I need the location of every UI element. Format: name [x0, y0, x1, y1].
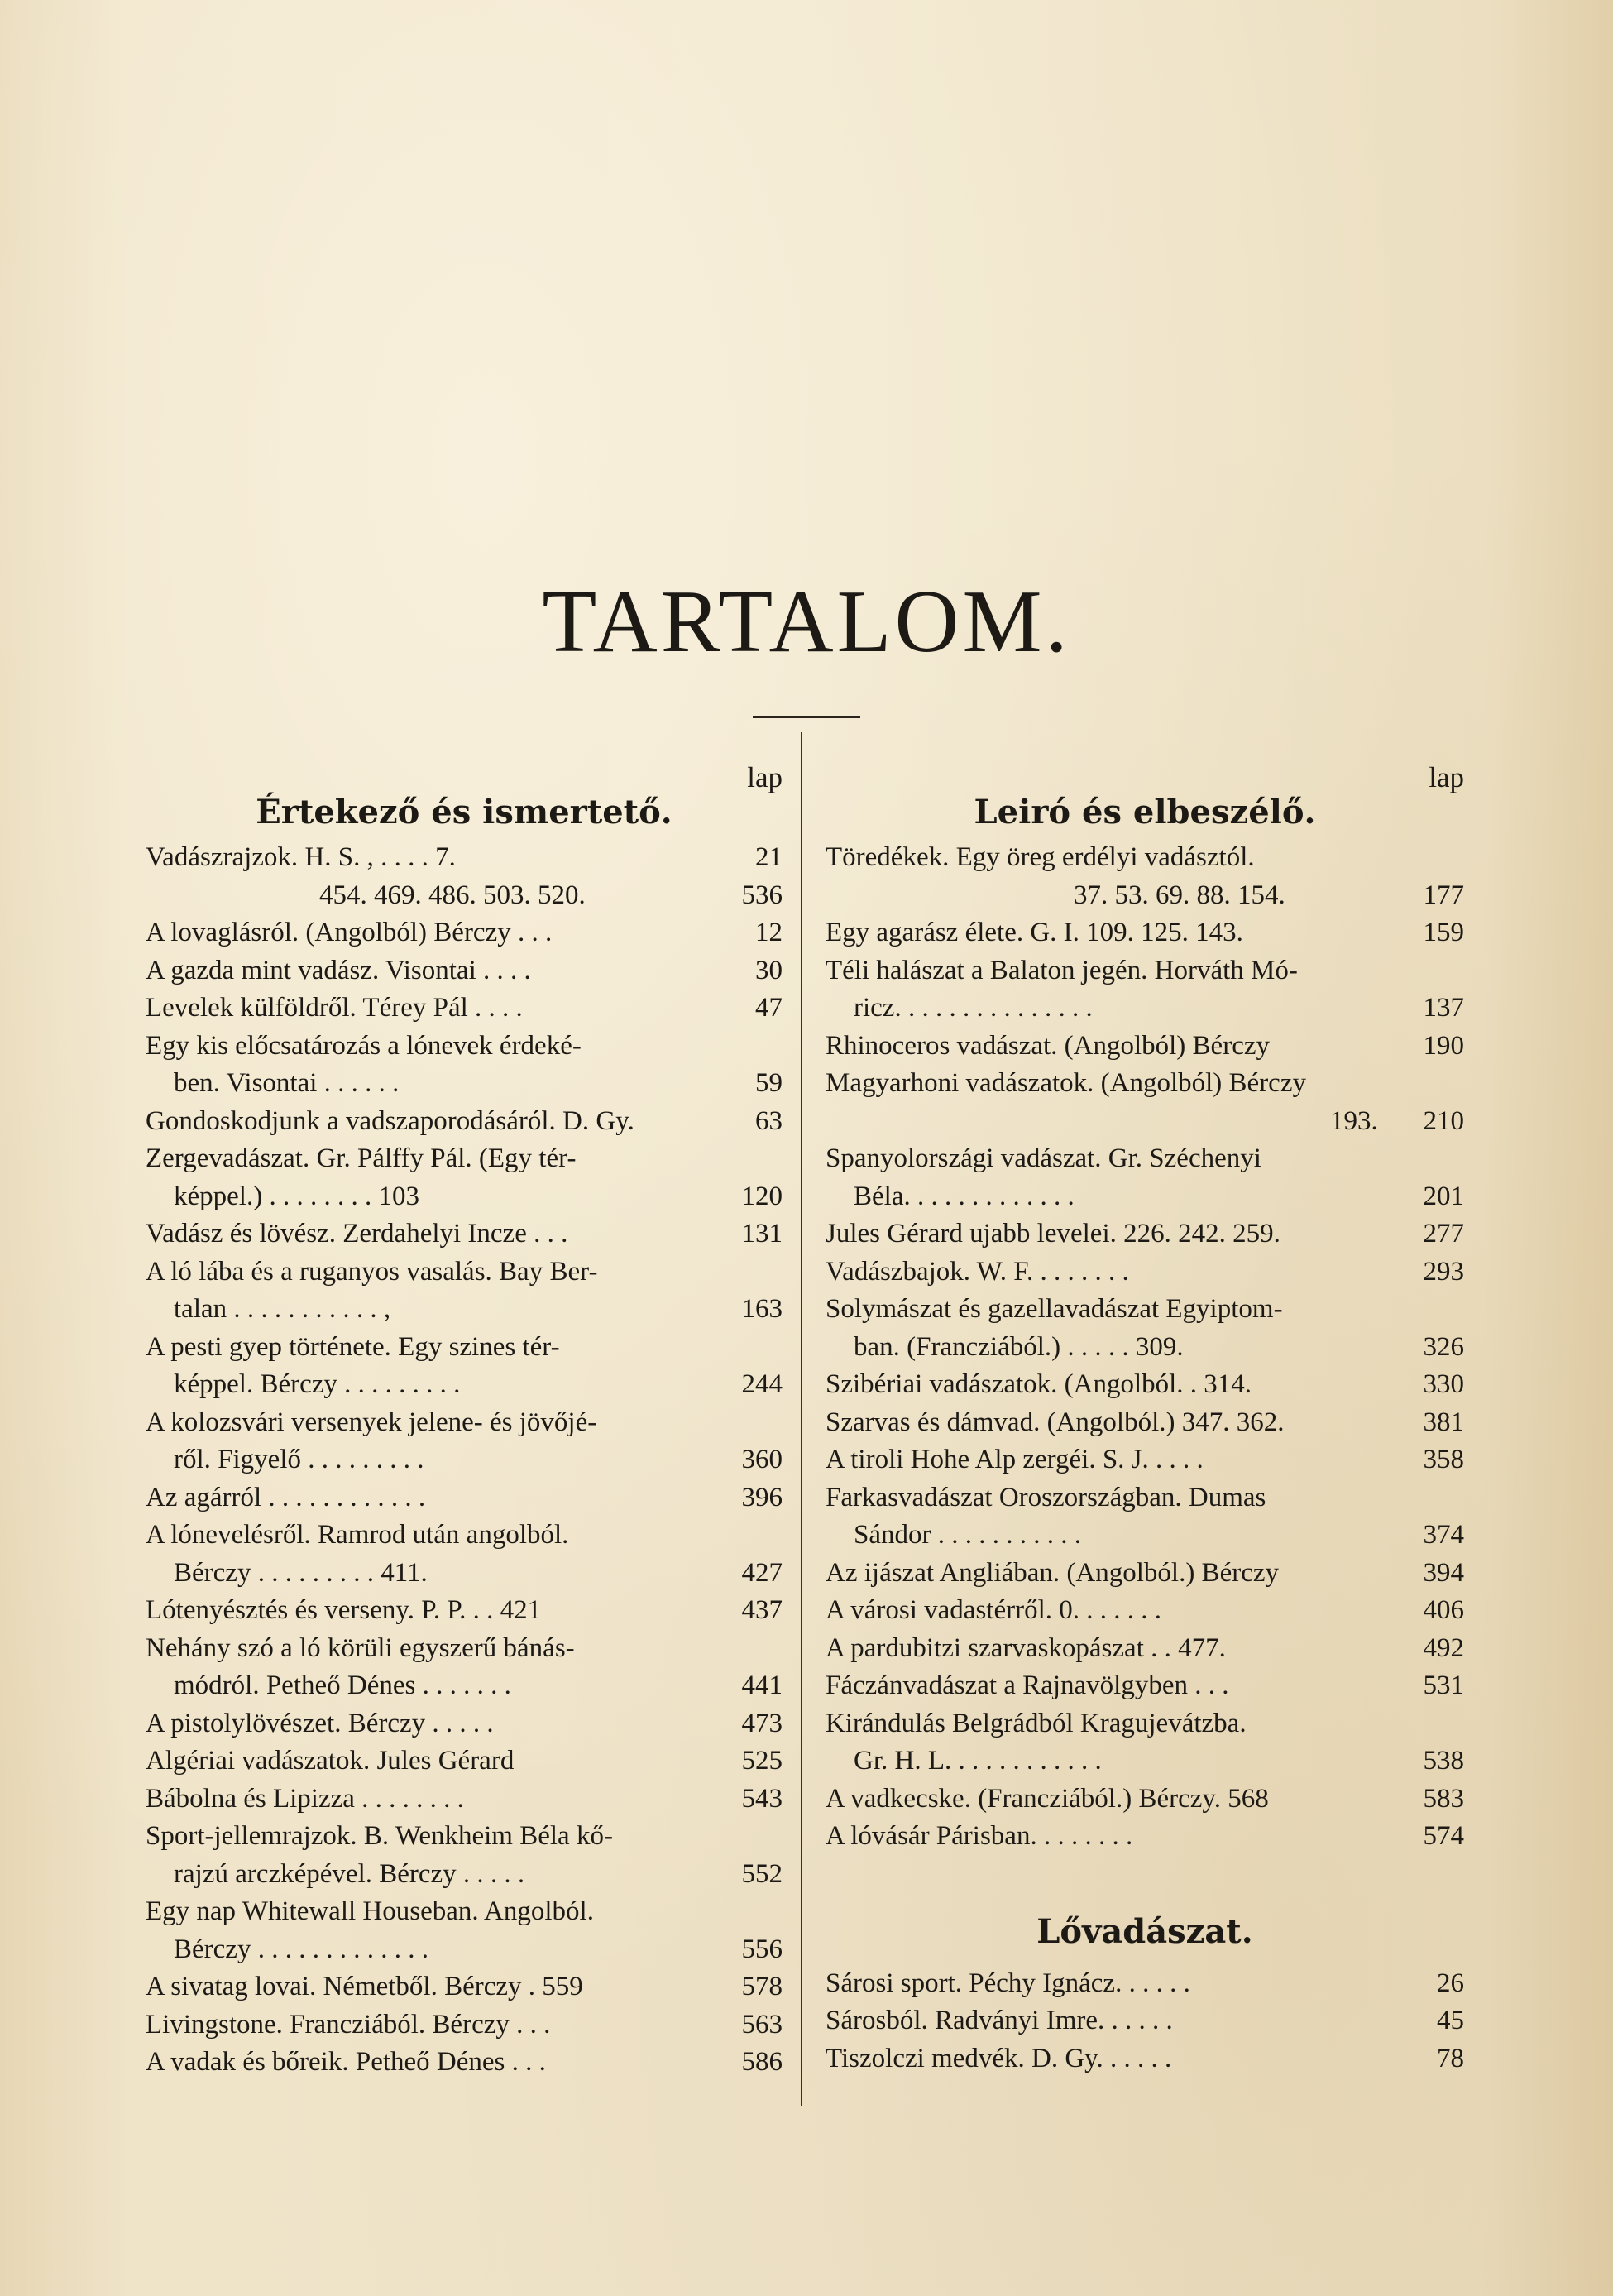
toc-entry: [146, 1555, 783, 1593]
toc-entry: [146, 1818, 783, 1856]
toc-entry-text: Vadászbajok. W. F. . . . . . . .: [826, 1256, 1129, 1287]
toc-entry-text: A ló lába és a ruganyos vasalás. Bay Ber-: [146, 1256, 598, 1287]
toc-entry-page: 536: [741, 880, 783, 910]
entries-left: [146, 839, 783, 2082]
toc-entry-text: A sivatag lovai. Németből. Bérczy . 559: [146, 1972, 583, 2001]
toc-entry-text: Nehány szó a ló körüli egyszerű bánás-: [146, 1632, 575, 1663]
toc-entry-text: Egy kis előcsatározás a lónevek érdeké-: [146, 1030, 582, 1061]
toc-entry-page: 358: [1423, 1445, 1464, 1474]
toc-entry-page: 47: [755, 993, 783, 1023]
toc-entry-text: Az agárról . . . . . . . . . . . .: [146, 1482, 426, 1512]
toc-entry-text: Farkasvadászat Oroszországban. Dumas: [826, 1482, 1266, 1512]
toc-entry-text: ricz. . . . . . . . . . . . . . .: [854, 993, 1093, 1023]
toc-entry: [826, 1065, 1464, 1103]
toc-entry: [146, 2006, 783, 2044]
toc-entry-text: talan . . . . . . . . . . . ,: [174, 1294, 391, 1324]
toc-entry-text: Az ijászat Angliában. (Angolból.) Bérczy: [826, 1557, 1279, 1588]
toc-entry: [826, 1291, 1464, 1329]
toc-entry-text: módról. Petheő Dénes . . . . . . .: [174, 1670, 511, 1700]
toc-entry-page: 406: [1423, 1595, 1464, 1625]
toc-entry-page: 59: [755, 1068, 783, 1098]
toc-entry: [826, 1965, 1464, 2003]
toc-entry-page: 563: [741, 2009, 783, 2040]
toc-entry-text: Magyarhoni vadászatok. (Angolból) Bérczy: [826, 1068, 1306, 1098]
toc-entry-text: Kirándulás Belgrádból Kragujevátzba.: [826, 1708, 1247, 1738]
toc-entry-page: 394: [1423, 1557, 1464, 1588]
toc-entry: [826, 877, 1464, 915]
lap-label-left: lap: [747, 761, 783, 793]
toc-entry: [826, 2040, 1464, 2078]
toc-entry-text: Sándor . . . . . . . . . . .: [854, 1520, 1081, 1550]
toc-entry-text: Tiszolczi medvék. D. Gy. . . . . .: [826, 2043, 1172, 2073]
toc-entry: [826, 1253, 1464, 1292]
toc-entry-page: 26: [1437, 1968, 1464, 1998]
toc-entry: [826, 952, 1464, 990]
toc-entry-page: 427: [741, 1557, 783, 1588]
toc-entry-text: 37. 53. 69. 88. 154.: [1074, 880, 1285, 910]
toc-entry: [146, 1178, 783, 1216]
toc-entry: [826, 1667, 1464, 1705]
toc-entry: [146, 952, 783, 990]
toc-entry-text: Fáczánvadászat a Rajnavölgyben . . .: [826, 1670, 1229, 1700]
toc-entry: [826, 839, 1464, 877]
entries-lovadaszat: [826, 1965, 1464, 2078]
toc-entry-text: Rhinoceros vadászat. (Angolból) Bérczy: [826, 1030, 1270, 1061]
toc-entry-text: Szarvas és dámvad. (Angolból.) 347. 362.: [826, 1407, 1285, 1437]
toc-entry-page: 21: [755, 842, 783, 872]
toc-entry-page: 131: [741, 1219, 783, 1249]
toc-entry: [826, 1140, 1464, 1178]
toc-entry-text: A pardubitzi szarvaskopászat . . 477.: [826, 1632, 1226, 1663]
lap-label-right: lap: [1429, 761, 1464, 793]
toc-entry: [826, 914, 1464, 952]
toc-entry: [826, 1592, 1464, 1630]
toc-entry-page: 583: [1423, 1783, 1464, 1814]
toc-entry: [146, 1441, 783, 1479]
toc-entry: [826, 1705, 1464, 1743]
toc-entry: [146, 1215, 783, 1253]
toc-entry-page: 574: [1423, 1821, 1464, 1851]
toc-entry-text: ben. Visontai . . . . . .: [174, 1068, 400, 1098]
toc-entry-page: 473: [741, 1708, 783, 1738]
toc-entry: [826, 1441, 1464, 1479]
toc-entry: [826, 1366, 1464, 1404]
section-title-lovadaszat: Lővadászat.: [1036, 1911, 1253, 1951]
toc-entry-page: 374: [1423, 1520, 1464, 1550]
toc-entry: [146, 2044, 783, 2082]
toc-entry-text: A vadak és bőreik. Petheő Dénes . . .: [146, 2047, 546, 2077]
toc-entry-text: Lótenyésztés és verseny. P. P. . . 421: [146, 1595, 542, 1625]
toc-entry-text: Töredékek. Egy öreg erdélyi vadásztól.: [826, 842, 1255, 872]
toc-entry: [826, 1178, 1464, 1216]
toc-entry-text: A pistolylövészet. Bérczy . . . . .: [146, 1708, 494, 1738]
toc-entry-text: Gondoskodjunk a vadszaporodásáról. D. Gy.: [146, 1105, 634, 1136]
toc-entry-text: A kolozsvári versenyek jelene- és jövőjé-: [146, 1407, 597, 1437]
toc-entry-page: 543: [741, 1783, 783, 1814]
toc-entry: [146, 1291, 783, 1329]
toc-entry-page: 177: [1423, 880, 1464, 910]
toc-entry-text: Sport-jellemrajzok. B. Wenkheim Béla kő-: [146, 1821, 613, 1851]
toc-entry: [826, 1404, 1464, 1442]
toc-entry-text: Vadász és lövész. Zerdahelyi Incze . . .: [146, 1219, 568, 1249]
toc-entry: [146, 1479, 783, 1517]
section-title-ertekezo: Értekező és ismertető.: [256, 793, 672, 832]
toc-entry-page: 63: [755, 1105, 783, 1136]
toc-entry-text: 454. 469. 486. 503. 520.: [319, 880, 586, 910]
toc-entry: [146, 1931, 783, 1969]
toc-entry: [146, 1630, 783, 1668]
toc-entry: [146, 1028, 783, 1066]
toc-entry-page: 210: [1423, 1105, 1464, 1136]
toc-entry-text: A lovaglásról. (Angolból) Bérczy . . .: [146, 918, 553, 947]
toc-entry-page: 586: [741, 2047, 783, 2077]
column-divider: [801, 732, 802, 2106]
toc-entry-text: Téli halászat a Balaton jegén. Horváth Mó-: [826, 955, 1298, 985]
toc-entry: [146, 1856, 783, 1894]
toc-entry-text: Spanyolországi vadászat. Gr. Széchenyi: [826, 1143, 1261, 1173]
toc-entry-page: 330: [1423, 1369, 1464, 1399]
right-column: [826, 761, 1464, 2078]
toc-entry-page: 326: [1423, 1331, 1464, 1362]
toc-entry-text: Sárosból. Radványi Imre. . . . . .: [826, 2006, 1173, 2035]
toc-entry-page: 163: [741, 1294, 783, 1324]
toc-entry: [146, 1065, 783, 1103]
toc-entry-page: 396: [741, 1482, 783, 1512]
toc-entry-page: 293: [1423, 1256, 1464, 1287]
toc-entry-page: 78: [1437, 2043, 1464, 2073]
toc-entry: [146, 839, 783, 877]
toc-entry-text: A lónevelésről. Ramrod után angolból.: [146, 1520, 569, 1550]
toc-entry-page: 30: [755, 955, 783, 985]
entries-right: [826, 839, 1464, 1856]
toc-entry-page: 277: [1423, 1219, 1464, 1249]
toc-entry: [826, 2002, 1464, 2040]
toc-entry-page: 437: [741, 1595, 783, 1625]
toc-entry-page: 531: [1423, 1670, 1464, 1700]
toc-entry: [146, 1781, 783, 1819]
toc-entry: [826, 1329, 1464, 1367]
toc-entry: [826, 1818, 1464, 1856]
toc-entry: [826, 1215, 1464, 1253]
toc-entry-text: Bérczy . . . . . . . . . . . . .: [174, 1934, 428, 1964]
toc-entry-text: Egy agarász élete. G. I. 109. 125. 143.: [826, 918, 1243, 947]
toc-entry-text: A lóvásár Párisban. . . . . . . .: [826, 1821, 1133, 1851]
toc-entry-text: Béla. . . . . . . . . . . . .: [854, 1181, 1075, 1211]
toc-entry: [826, 990, 1464, 1028]
toc-entry-text: A pesti gyep története. Egy szines tér-: [146, 1331, 560, 1362]
toc-entry-text: ban. (Francziából.) . . . . . 309.: [854, 1331, 1184, 1362]
toc-entry: [146, 1329, 783, 1367]
toc-entry-page: 137: [1423, 993, 1464, 1023]
toc-entry-page: 201: [1423, 1181, 1464, 1211]
toc-entry-text: A vadkecske. (Francziából.) Bérczy. 568: [826, 1783, 1269, 1814]
toc-entry-page: 190: [1423, 1030, 1464, 1061]
toc-entry: [146, 1667, 783, 1705]
toc-entry-text: A városi vadastérről. 0. . . . . . .: [826, 1595, 1162, 1625]
toc-entry: [146, 1968, 783, 2006]
toc-entry-text: 193.: [1330, 1105, 1378, 1136]
toc-entry: [146, 1742, 783, 1781]
title-rule: [753, 716, 860, 718]
toc-entry: [146, 1592, 783, 1630]
toc-entry-text: A gazda mint vadász. Visontai . . . .: [146, 955, 531, 985]
toc-entry-text: Solymászat és gazellavadászat Egyiptom-: [826, 1294, 1283, 1324]
toc-entry-text: Bábolna és Lipizza . . . . . . . .: [146, 1783, 464, 1814]
toc-entry: [826, 1479, 1464, 1517]
toc-entry-page: 525: [741, 1746, 783, 1776]
toc-entry-page: 578: [741, 1972, 783, 2001]
toc-entry: [146, 1404, 783, 1442]
toc-entry: [146, 990, 783, 1028]
toc-entry-text: Livingstone. Francziából. Bérczy . . .: [146, 2009, 551, 2040]
toc-entry: [146, 1893, 783, 1931]
toc-entry-page: 556: [741, 1934, 783, 1964]
toc-entry-text: Jules Gérard ujabb levelei. 226. 242. 259.: [826, 1219, 1280, 1249]
toc-entry-text: rajzú arczképével. Bérczy . . . . .: [174, 1858, 525, 1889]
toc-entry: [826, 1630, 1464, 1668]
toc-entry-text: képpel. Bérczy . . . . . . . . .: [174, 1369, 461, 1399]
toc-entry-page: 360: [741, 1445, 783, 1474]
toc-entry: [826, 1517, 1464, 1555]
toc-entry-text: ről. Figyelő . . . . . . . . .: [174, 1445, 424, 1474]
toc-entry: [826, 1555, 1464, 1593]
toc-entry-text: Zergevadászat. Gr. Pálffy Pál. (Egy tér-: [146, 1143, 577, 1173]
toc-entry: [146, 1103, 783, 1141]
toc-entry-text: Levelek külföldről. Térey Pál . . . .: [146, 993, 523, 1023]
toc-entry: [146, 914, 783, 952]
toc-entry: [146, 1140, 783, 1178]
toc-entry-page: 538: [1423, 1746, 1464, 1776]
page-title: TARTALOM.: [542, 573, 1071, 671]
toc-entry-page: 492: [1423, 1632, 1464, 1663]
toc-entry-text: képpel.) . . . . . . . . 103: [174, 1181, 419, 1211]
toc-entry: [826, 1742, 1464, 1781]
toc-entry: [146, 877, 783, 915]
toc-entry: [146, 1253, 783, 1292]
toc-entry-page: 381: [1423, 1407, 1464, 1437]
toc-entry-page: 45: [1437, 2006, 1464, 2035]
toc-entry-text: Gr. H. L. . . . . . . . . . . .: [854, 1746, 1102, 1776]
toc-entry-page: 552: [741, 1858, 783, 1889]
section-title-leiro: Leiró és elbeszélő.: [974, 793, 1316, 832]
toc-entry-text: Szibériai vadászatok. (Angolból. . 314.: [826, 1369, 1252, 1399]
toc-entry-text: Bérczy . . . . . . . . . 411.: [174, 1557, 428, 1588]
toc-entry: [146, 1366, 783, 1404]
toc-entry: [826, 1028, 1464, 1066]
toc-entry-page: 441: [741, 1670, 783, 1700]
toc-entry: [826, 1781, 1464, 1819]
left-column: [146, 761, 783, 2082]
toc-entry-text: Egy nap Whitewall Houseban. Angolból.: [146, 1896, 594, 1926]
toc-entry-text: A tiroli Hohe Alp zergéi. S. J. . . . .: [826, 1445, 1204, 1474]
toc-entry-text: Algériai vadászatok. Jules Gérard: [146, 1746, 515, 1776]
toc-entry-page: 159: [1423, 918, 1464, 947]
toc-entry-page: 12: [755, 918, 783, 947]
toc-entry: [826, 1103, 1464, 1141]
toc-entry: [146, 1517, 783, 1555]
toc-entry-page: 120: [741, 1181, 783, 1211]
toc-entry-text: Vadászrajzok. H. S. , . . . . 7.: [146, 842, 456, 872]
toc-entry: [146, 1705, 783, 1743]
toc-entry-page: 244: [741, 1369, 783, 1399]
toc-entry-text: Sárosi sport. Péchy Ignácz. . . . . .: [826, 1968, 1190, 1998]
